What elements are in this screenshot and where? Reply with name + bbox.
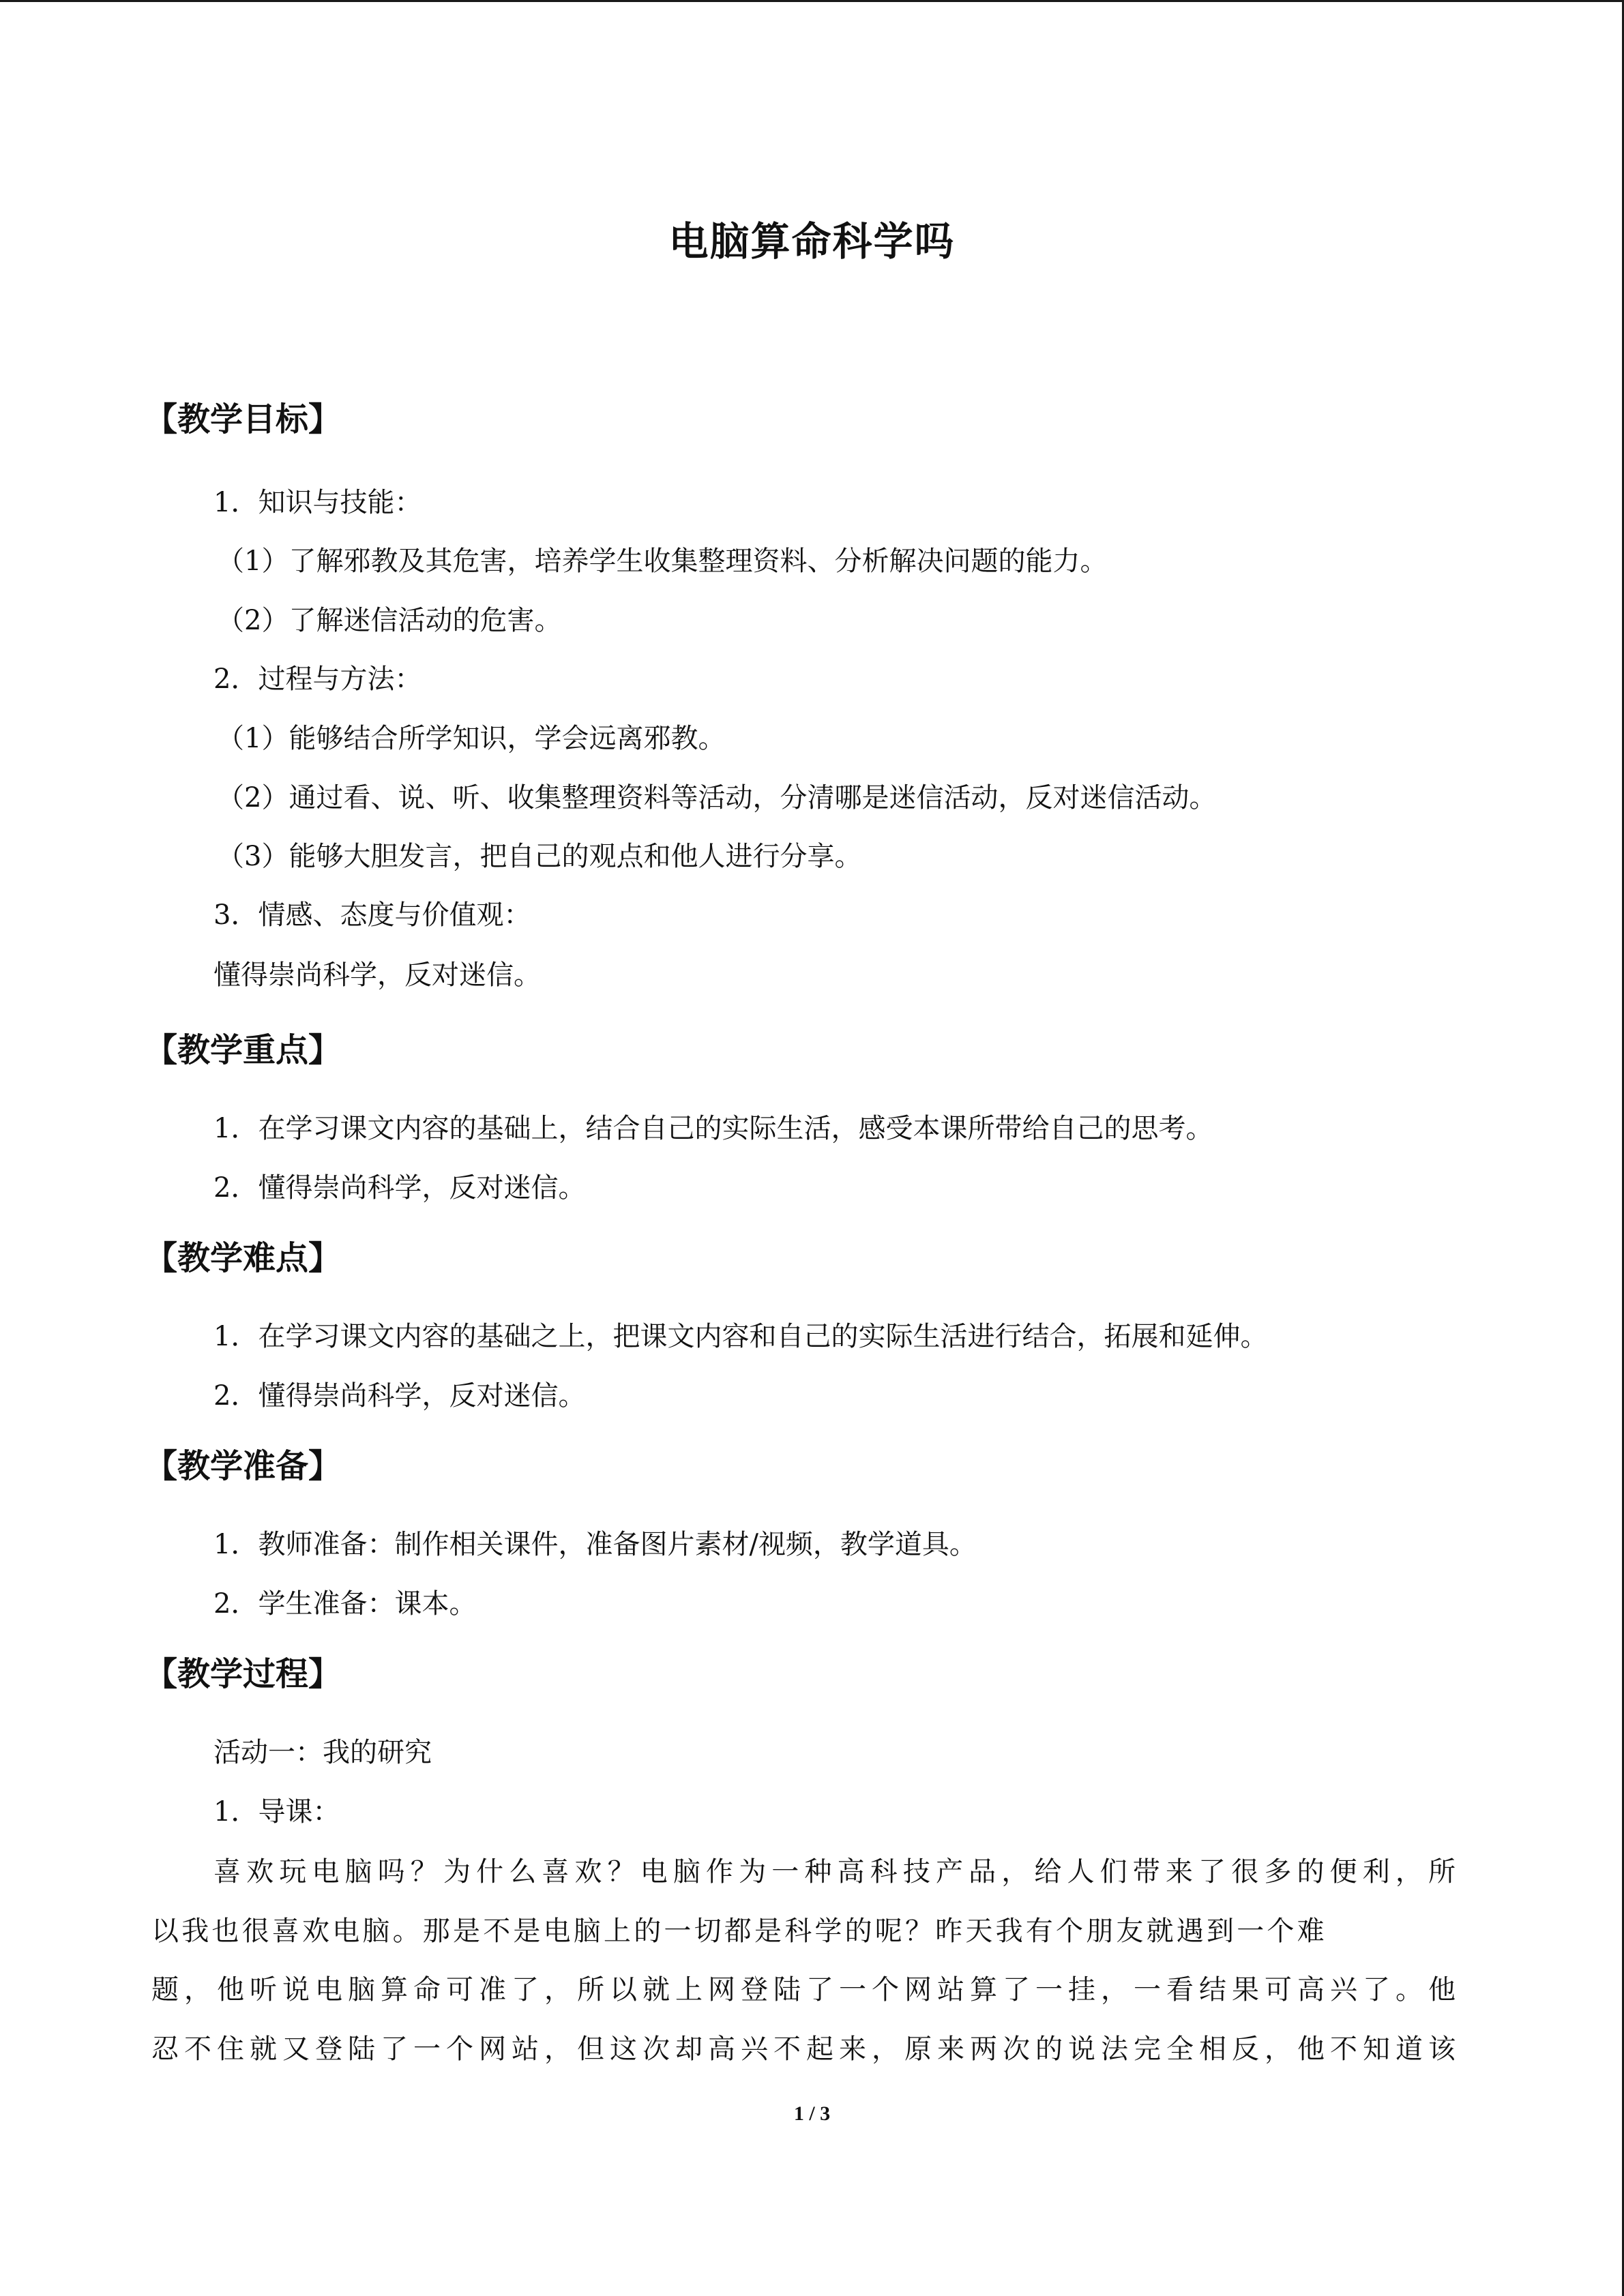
document-title: 电脑算命科学吗 — [668, 218, 956, 265]
paragraph-line: 喜欢玩电脑吗？为什么喜欢？电脑作为一种高科技产品，给人们带来了很多的便利，所 — [213, 1856, 1456, 1888]
section-heading-difficulties: 【教学难点】 — [145, 1239, 342, 1277]
objective-line: 3．情感、态度与价值观： — [213, 899, 531, 931]
key-point-line: 1．在学习课文内容的基础上，结合自己的实际生活，感受本课所带给自己的思考。 — [213, 1113, 1213, 1144]
objective-line: （1）能够结合所学知识，学会远离邪教。 — [217, 723, 726, 754]
paragraph-line: 以我也很喜欢电脑。那是不是电脑上的一切都是科学的呢？昨天我有个朋友就遇到一个难 — [151, 1915, 1327, 1947]
objective-line: 懂得崇尚科学，反对迷信。 — [213, 959, 541, 991]
objective-line: （2）通过看、说、听、收集整理资料等活动，分清哪是迷信活动，反对迷信活动。 — [217, 782, 1217, 814]
objective-line: （3）能够大胆发言，把自己的观点和他人进行分享。 — [217, 841, 862, 872]
section-heading-key-points: 【教学重点】 — [145, 1031, 342, 1069]
objective-line: 2．过程与方法： — [213, 664, 422, 695]
page-top-border — [0, 0, 1624, 2]
preparation-line: 1．教师准备：制作相关课件，准备图片素材/视频，教学道具。 — [213, 1529, 977, 1560]
objective-line: （2）了解迷信活动的危害。 — [217, 605, 562, 636]
section-heading-process: 【教学过程】 — [145, 1655, 342, 1693]
step-label: 1．导课： — [213, 1796, 340, 1828]
activity-title: 活动一：我的研究 — [213, 1737, 432, 1768]
page-number: 1 / 3 — [793, 2102, 831, 2125]
preparation-line: 2．学生准备：课本。 — [213, 1588, 477, 1620]
key-point-line: 2．懂得崇尚科学，反对迷信。 — [213, 1172, 586, 1204]
objective-line: 1．知识与技能： — [213, 487, 422, 518]
paragraph-line: 题，他听说电脑算命可准了，所以就上网登陆了一个网站算了一挂，一看结果可高兴了。他 — [151, 1974, 1456, 2006]
difficulty-line: 1．在学习课文内容的基础之上，把课文内容和自己的实际生活进行结合，拓展和延伸。 — [213, 1321, 1268, 1352]
paragraph-line: 忍不住就又登陆了一个网站，但这次却高兴不起来，原来两次的说法完全相反，他不知道该 — [151, 2033, 1456, 2065]
objective-line: （1）了解邪教及其危害，培养学生收集整理资料、分析解决问题的能力。 — [217, 546, 1108, 577]
section-heading-objectives: 【教学目标】 — [145, 400, 342, 438]
section-heading-preparation: 【教学准备】 — [145, 1447, 342, 1485]
difficulty-line: 2．懂得崇尚科学，反对迷信。 — [213, 1380, 586, 1412]
